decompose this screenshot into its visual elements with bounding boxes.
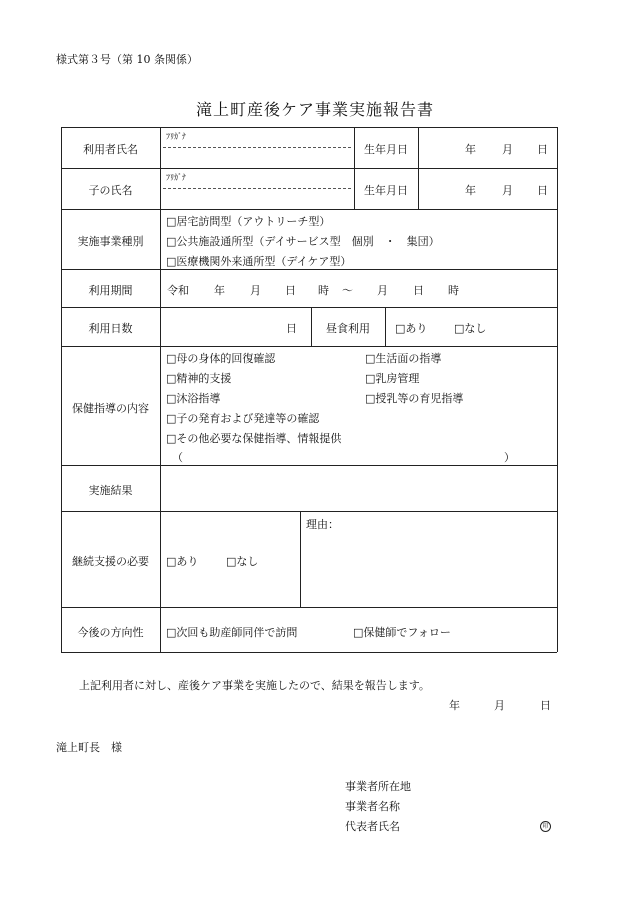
user-name-label: 利用者氏名 <box>83 143 138 156</box>
period-start-day-unit: 日 <box>285 284 296 297</box>
lunch-yes-checkbox[interactable]: □あり <box>395 322 428 335</box>
continuation-yes-checkbox[interactable]: □あり <box>166 555 199 568</box>
report-statement: 上記利用者に対し、産後ケア事業を実施したので、結果を報告します。 <box>79 679 430 692</box>
seal-icon <box>540 818 551 832</box>
user-birth-day-unit: 日 <box>537 143 548 156</box>
direction-label: 今後の方向性 <box>77 626 144 639</box>
report-month-unit: 月 <box>494 699 505 712</box>
guidance-other-paren-open: （ <box>172 451 183 464</box>
reason-label: 理由： <box>306 518 339 531</box>
direction-public-nurse-checkbox[interactable]: □保健師でフォロー <box>353 626 451 639</box>
form-number: 様式第３号（第 10 条関係） <box>56 53 198 66</box>
continuation-no-checkbox[interactable]: □なし <box>226 555 259 568</box>
guidance-lifestyle-checkbox[interactable]: □生活面の指導 <box>365 352 442 365</box>
period-era: 令和 <box>167 284 189 297</box>
user-birth-date-label: 生年月日 <box>364 143 408 156</box>
service-type-daycare-checkbox[interactable]: □医療機関外来通所型（デイケア型） <box>166 255 352 268</box>
period-start-hour-unit: 時 <box>318 284 329 297</box>
child-birth-year-unit: 年 <box>465 184 476 197</box>
child-name-field[interactable] <box>166 191 351 207</box>
period-start-year-unit: 年 <box>214 284 225 297</box>
period-end-month-unit: 月 <box>377 284 388 297</box>
report-day-unit: 日 <box>540 699 551 712</box>
user-name-field[interactable] <box>166 150 351 166</box>
service-type-dayservice-checkbox[interactable]: □公共施設通所型（デイサービス型 個別 ・ 集団） <box>166 235 440 248</box>
guidance-other-field[interactable] <box>186 448 500 462</box>
period-start-month-unit: 月 <box>250 284 261 297</box>
guidance-mother-recovery-checkbox[interactable]: □母の身体的回復確認 <box>166 352 276 365</box>
guidance-mental-support-checkbox[interactable]: □精神的支援 <box>166 372 232 385</box>
period-end-hour-unit: 時 <box>448 284 459 297</box>
child-name-label: 子の氏名 <box>88 184 133 197</box>
guidance-breast-care-checkbox[interactable]: □乳房管理 <box>365 372 420 385</box>
service-type-label: 実施事業種別 <box>77 235 144 248</box>
document-title: 滝上町産後ケア事業実施報告書 <box>195 100 434 119</box>
user-name-furigana-label: ﾌﾘｶﾞﾅ <box>166 132 186 141</box>
reason-field[interactable] <box>304 532 554 604</box>
user-birth-year-unit: 年 <box>465 143 476 156</box>
continuation-label: 継続支援の必要 <box>72 555 149 568</box>
lunch-label: 昼食利用 <box>326 322 370 335</box>
direction-midwife-checkbox[interactable]: □次回も助産師同伴で訪問 <box>166 626 298 639</box>
operator-address-label: 事業者所在地 <box>345 780 411 793</box>
report-year-unit: 年 <box>449 699 460 712</box>
seal-mark: 印 <box>540 821 551 832</box>
period-end-day-unit: 日 <box>413 284 424 297</box>
guidance-label: 保健指導の内容 <box>72 402 149 415</box>
guidance-feeding-checkbox[interactable]: □授乳等の育児指導 <box>365 392 464 405</box>
result-label: 実施結果 <box>88 484 133 497</box>
days-unit: 日 <box>286 322 297 335</box>
child-birth-month-unit: 月 <box>502 184 513 197</box>
guidance-bathing-checkbox[interactable]: □沐浴指導 <box>166 392 221 405</box>
service-type-outreach-checkbox[interactable]: □居宅訪問型（アウトリーチ型） <box>166 215 331 228</box>
guidance-child-development-checkbox[interactable]: □子の発育および発達等の確認 <box>166 412 320 425</box>
user-birth-month-unit: 月 <box>502 143 513 156</box>
result-field[interactable] <box>162 467 556 509</box>
period-label: 利用期間 <box>88 284 133 297</box>
lunch-no-checkbox[interactable]: □なし <box>454 322 487 335</box>
child-birth-date-label: 生年月日 <box>364 184 408 197</box>
child-birth-day-unit: 日 <box>537 184 548 197</box>
period-tilde: ～ <box>342 284 353 297</box>
operator-name-label: 事業者名称 <box>345 800 400 813</box>
representative-name-label: 代表者氏名 <box>345 820 400 833</box>
guidance-other-paren-close: ） <box>504 451 515 464</box>
days-label: 利用日数 <box>88 322 133 335</box>
child-name-furigana-label: ﾌﾘｶﾞﾅ <box>166 173 186 182</box>
addressee: 滝上町長 様 <box>56 741 122 754</box>
guidance-other-checkbox[interactable]: □その他必要な保健指導、情報提供 <box>166 432 342 445</box>
